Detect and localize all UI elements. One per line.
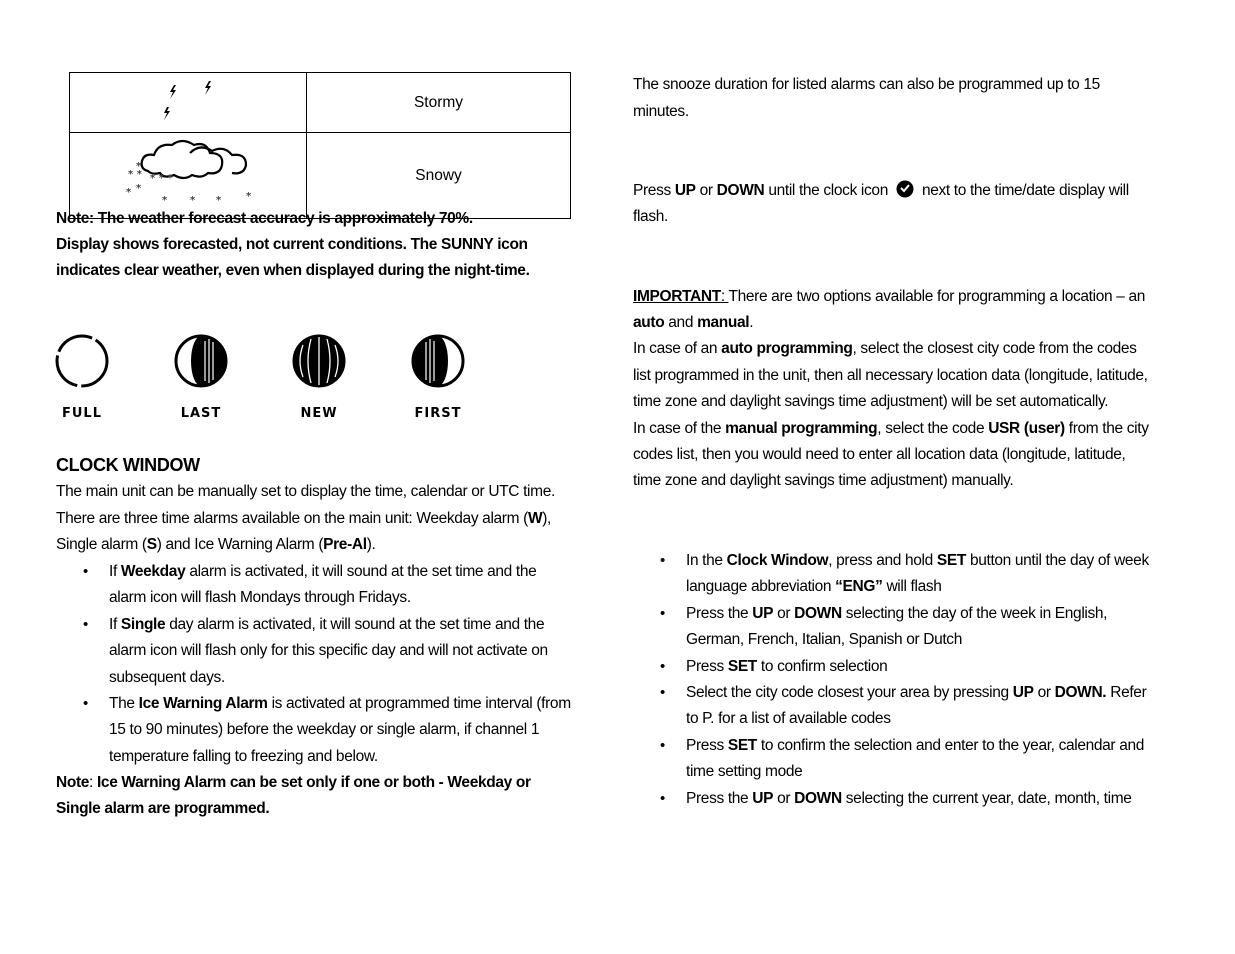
moon-phase-full <box>52 333 112 421</box>
svg-text:* *: * * <box>128 169 142 180</box>
weather-forecast-table <box>69 72 571 219</box>
auto-paragraph: In case of an auto programming, select the closest city code from the codes <box>633 340 1137 357</box>
table-row <box>70 73 571 133</box>
svg-text:* * *: * * * <box>150 173 173 184</box>
svg-text:*: * <box>190 195 196 206</box>
first-quarter-moon-icon <box>408 333 468 389</box>
forecast-note: Note: The weather forecast accuracy is approximately 70%. <box>56 210 473 227</box>
section-heading: CLOCK WINDOW <box>56 455 200 475</box>
list-item: • The Ice Warning Alarm is activated at programmed time interval (from 15 to 90 minutes) before the weekday or single alarm, if channel 1 temperature falling to freezing and below. <box>56 691 571 770</box>
moon-phase-last <box>171 333 231 421</box>
alarm-list <box>56 559 571 770</box>
ice-alarm-note: Single alarm are programmed. <box>56 800 270 817</box>
moon-phase-label: NEW <box>300 406 338 421</box>
svg-text:*: * <box>246 191 252 202</box>
list-item: • Press SET to confirm selection <box>633 654 1149 680</box>
auto-paragraph: time zone and daylight savings time adjustment) will be set automatically. <box>633 393 1109 410</box>
moon-phase-new <box>289 333 349 421</box>
storm-lightning-icon <box>70 73 306 127</box>
snow-cloud-icon <box>70 133 306 213</box>
moon-phase-label: FULL <box>61 406 102 421</box>
list-item: • Press the UP or DOWN selecting the current year, date, month, time <box>633 786 1149 812</box>
forecast-note: indicates clear weather, even when displayed during the night-time. <box>56 262 530 279</box>
svg-text:*: * <box>162 195 168 206</box>
weather-label: Stormy <box>307 73 571 133</box>
clock-icon-instruction: flash. <box>633 208 668 225</box>
weather-icon-cell <box>70 73 307 133</box>
manual-paragraph: time zone and daylight savings time adjustment) manually. <box>633 472 1014 489</box>
manual-paragraph: In case of the manual programming, select the code USR (user) from the city <box>633 420 1149 437</box>
important-paragraph: auto and manual. <box>633 314 754 331</box>
moon-phase-label: LAST <box>180 406 222 421</box>
clock-icon-instruction: Press UP or DOWN until the clock icon next to the time/date display will <box>633 182 1129 199</box>
list-item: • Select the city code closest your area by pressing UP or DOWN. Refer to P. for a list of available codes <box>633 680 1149 733</box>
last-quarter-moon-icon <box>171 333 231 389</box>
snooze-paragraph: The snooze duration for listed alarms can also be programmed up to 15 <box>633 76 1100 93</box>
clock-icon <box>896 180 914 198</box>
list-item: • If Single day alarm is activated, it will sound at the set time and the alarm icon will flash only for this specific day and will not activate on subsequent days. <box>56 612 571 691</box>
snooze-paragraph: minutes. <box>633 103 689 120</box>
paragraph: Single alarm (S) and Ice Warning Alarm (Pre-Al). <box>56 536 376 553</box>
important-paragraph: IMPORTANT: There are two options available for programming a location – an <box>633 288 1145 305</box>
moon-phase-first <box>408 333 468 421</box>
forecast-note: Display shows forecasted, not current conditions. The SUNNY icon <box>56 236 528 253</box>
list-item: • If Weekday alarm is activated, it will sound at the set time and the alarm icon will flash Mondays through Fridays. <box>56 559 571 612</box>
paragraph: The main unit can be manually set to display the time, calendar or UTC time. <box>56 483 555 500</box>
svg-text:*: * <box>216 195 222 206</box>
manual-paragraph: codes list, then you would need to enter all location data (longitude, latitude, <box>633 446 1126 463</box>
list-item: • Press the UP or DOWN selecting the day of the week in English, German, French, Italian, Spanish or Dutch <box>633 601 1149 654</box>
full-moon-icon <box>52 333 112 389</box>
setup-steps-list <box>633 548 1149 812</box>
weather-label: Snowy <box>307 133 571 219</box>
ice-alarm-note: Note: Ice Warning Alarm can be set only if one or both - Weekday or <box>56 774 531 791</box>
moon-phase-label: FIRST <box>414 406 462 421</box>
list-item: • Press SET to confirm the selection and enter to the year, calendar and time setting mode <box>633 733 1149 786</box>
new-moon-icon <box>289 333 349 389</box>
paragraph: There are three time alarms available on the main unit: Weekday alarm (W), <box>56 510 552 527</box>
svg-text:*: * <box>126 187 132 198</box>
svg-text:*: * <box>136 161 142 172</box>
list-item: • In the Clock Window, press and hold SET button until the day of week language abbreviation “ENG” will flash <box>633 548 1149 601</box>
svg-text:*: * <box>136 183 142 194</box>
auto-paragraph: list programmed in the unit, then all necessary location data (longitude, latitude, <box>633 367 1148 384</box>
